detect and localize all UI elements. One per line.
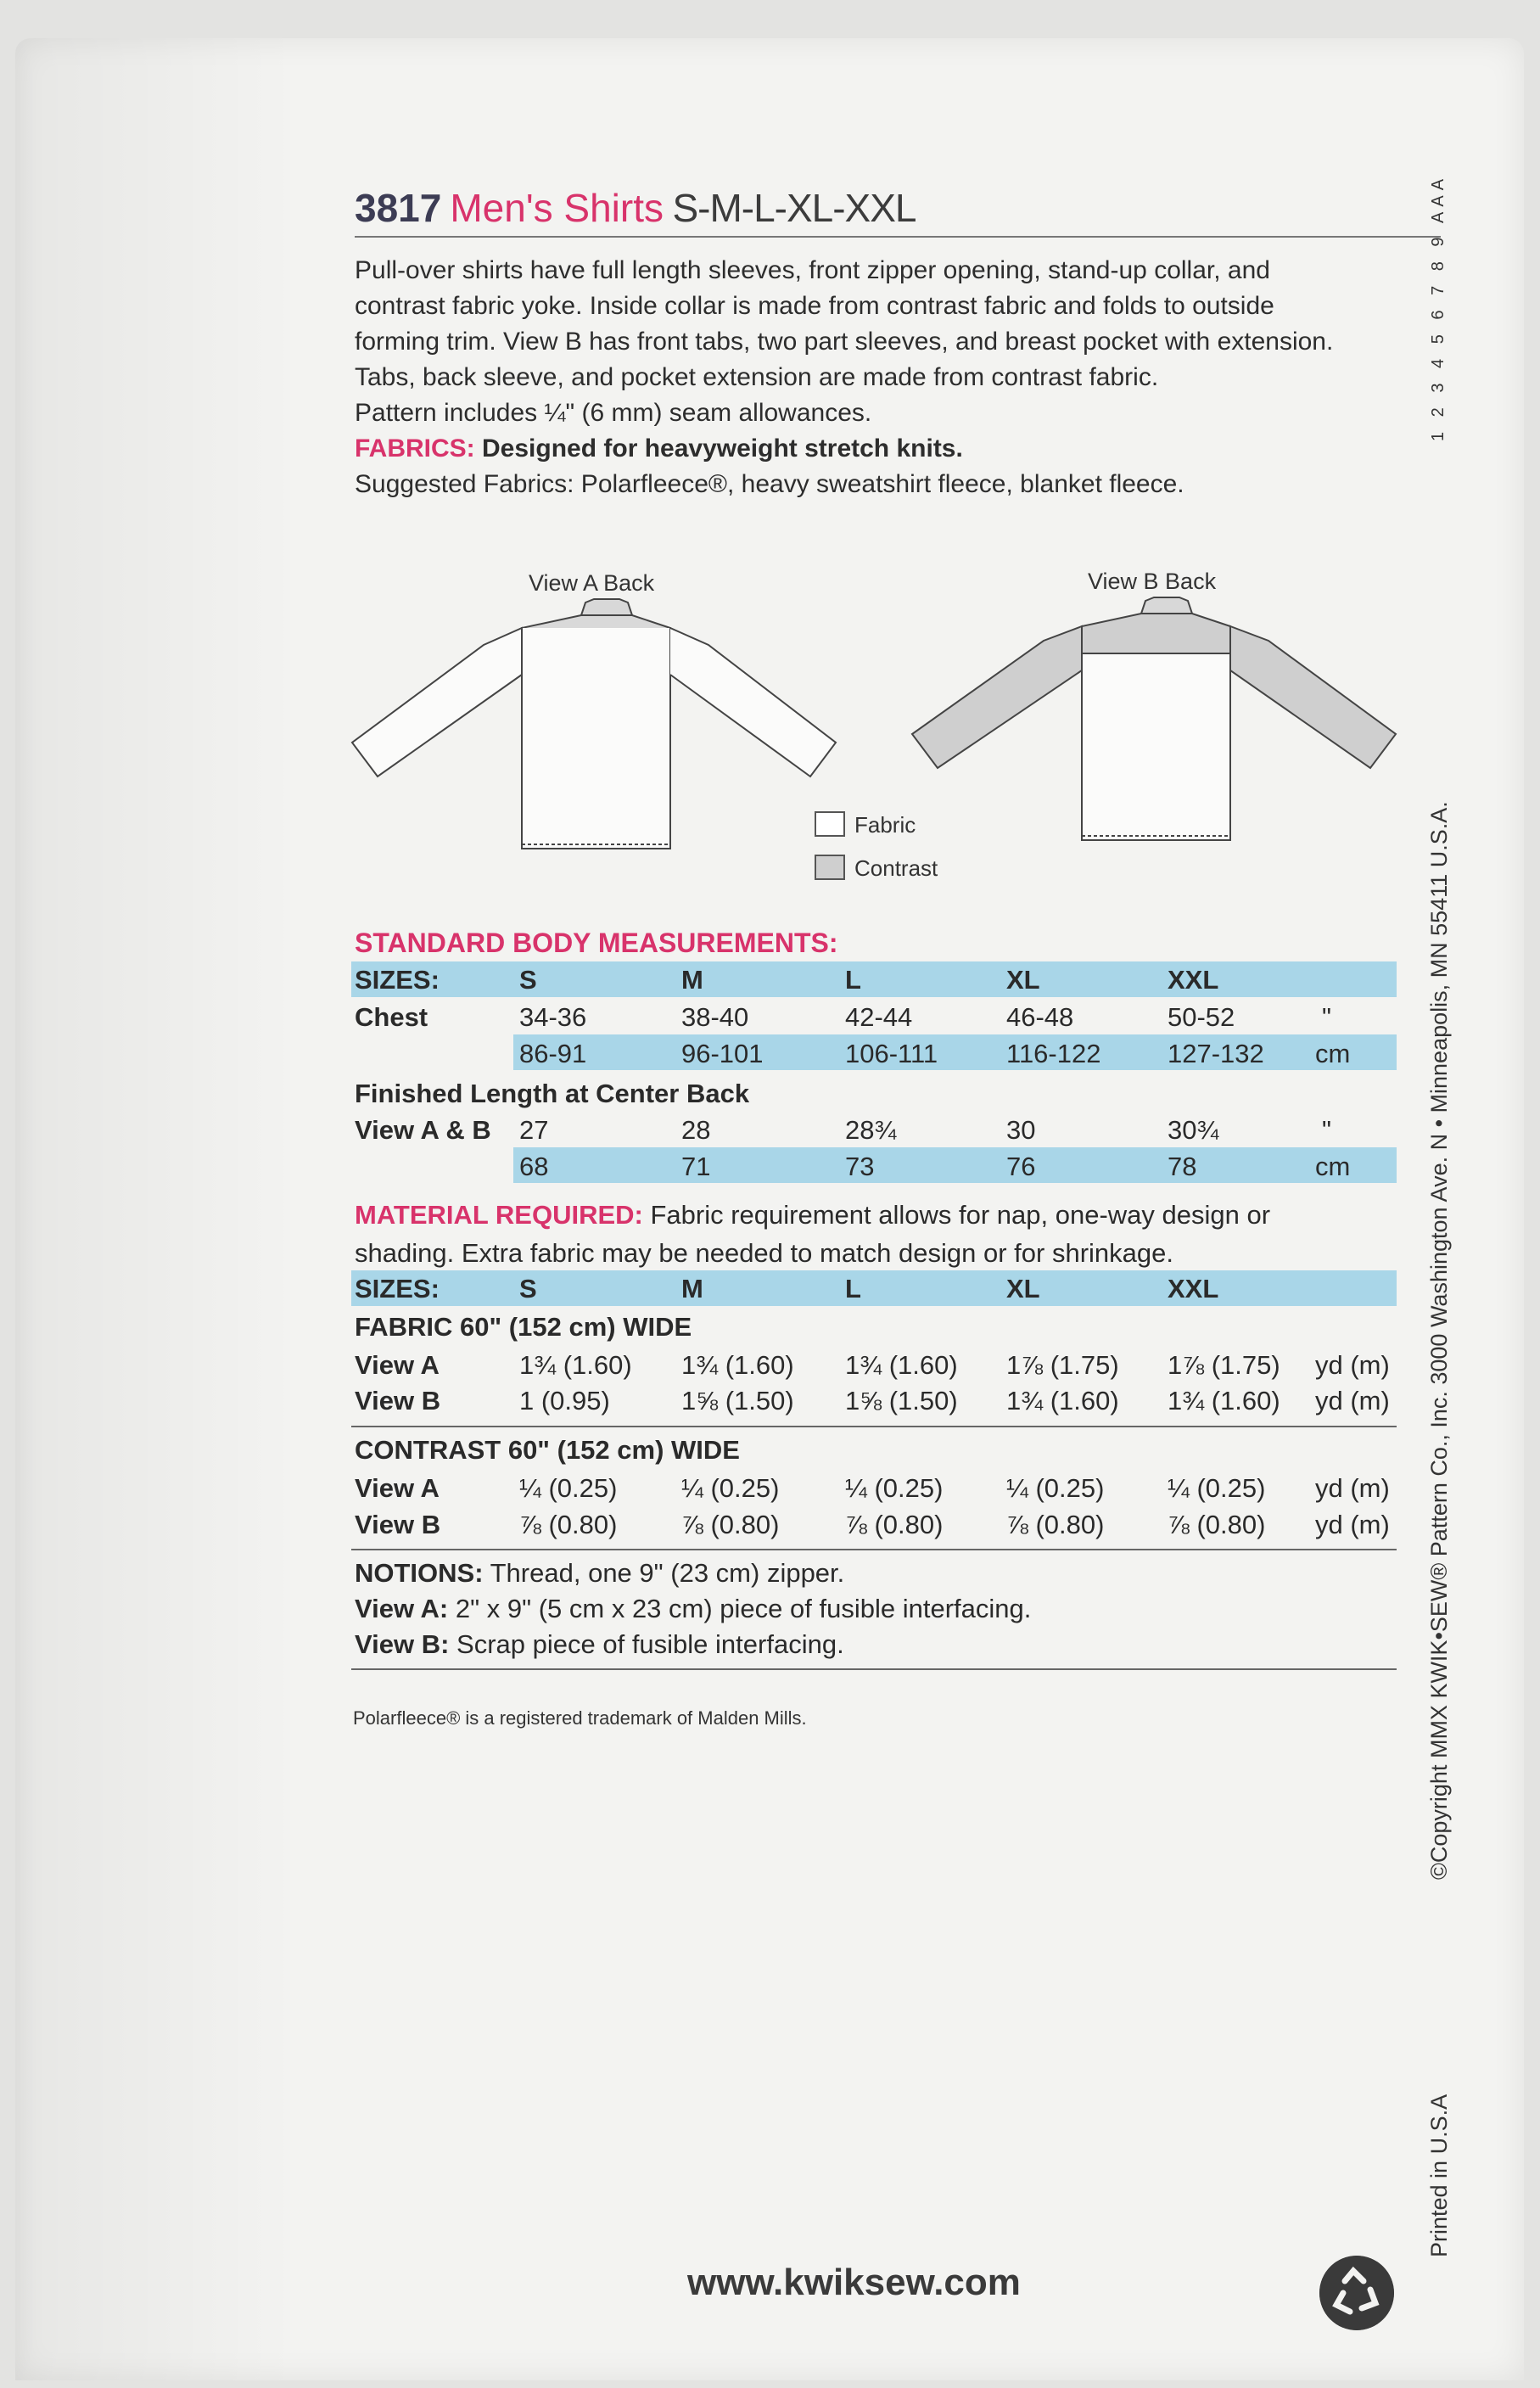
unit-inches: " bbox=[1322, 1115, 1332, 1145]
length-in: 28 bbox=[681, 1115, 711, 1145]
sizes-label: SIZES: bbox=[355, 965, 440, 995]
contrast-a: ¼ (0.25) bbox=[845, 1473, 944, 1503]
printed-in-usa: Printed in U.S.A bbox=[1426, 2094, 1452, 2257]
divider bbox=[351, 1668, 1397, 1670]
size-header: M bbox=[681, 965, 703, 995]
contrast-a: ¼ (0.25) bbox=[681, 1473, 780, 1503]
contrast-b: ⅞ (0.80) bbox=[845, 1510, 944, 1539]
view-a-label: View A bbox=[355, 1473, 440, 1503]
unit-yd: yd (m) bbox=[1315, 1350, 1390, 1380]
unit-inches: " bbox=[1322, 1002, 1332, 1032]
chest-cm-band bbox=[513, 1034, 1397, 1070]
material-sizes-band bbox=[351, 1270, 1397, 1306]
notions-line bbox=[355, 1558, 844, 1589]
length-cm: 68 bbox=[519, 1152, 549, 1181]
notions-view-a bbox=[355, 1594, 1031, 1624]
contrast-a: ¼ (0.25) bbox=[1168, 1473, 1266, 1503]
view-b-label: View B Back bbox=[1088, 569, 1217, 594]
unit-yd: yd (m) bbox=[1315, 1510, 1390, 1539]
fabric-b: 1⅝ (1.50) bbox=[845, 1386, 958, 1415]
view-b-label: View B bbox=[355, 1386, 441, 1415]
size-header: L bbox=[845, 1274, 861, 1303]
chest-in: 46-48 bbox=[1006, 1002, 1074, 1032]
size-header: L bbox=[845, 965, 861, 995]
notions-view-a-text: 2" x 9" (5 cm x 23 cm) piece of fusible interfacing. bbox=[455, 1594, 1032, 1623]
legend-contrast-label: Contrast bbox=[854, 855, 938, 881]
measurements-title: STANDARD BODY MEASUREMENTS: bbox=[355, 928, 838, 958]
material-title: MATERIAL REQUIRED: bbox=[355, 1200, 643, 1230]
contrast-title: CONTRAST 60" (152 cm) WIDE bbox=[355, 1435, 740, 1465]
view-a-illustration bbox=[339, 594, 848, 866]
chest-cm: 96-101 bbox=[681, 1039, 764, 1068]
divider bbox=[351, 1426, 1397, 1427]
unit-yd: yd (m) bbox=[1315, 1386, 1390, 1415]
material-intro bbox=[355, 1200, 1270, 1230]
pattern-description bbox=[355, 253, 1407, 502]
envelope-flap bbox=[15, 38, 295, 2380]
contrast-b: ⅞ (0.80) bbox=[1006, 1510, 1105, 1539]
length-cm: 71 bbox=[681, 1152, 711, 1181]
material-text1: Fabric requirement allows for nap, one-way design or bbox=[650, 1200, 1271, 1230]
sizes-label: SIZES: bbox=[355, 1274, 440, 1303]
unit-cm: cm bbox=[1315, 1039, 1351, 1068]
fabric-b: 1⅝ (1.50) bbox=[681, 1386, 794, 1415]
divider bbox=[351, 1549, 1397, 1550]
fabrics-label: FABRICS: bbox=[355, 434, 475, 462]
fabric-a: 1¾ (1.60) bbox=[845, 1350, 958, 1380]
view-a-label: View A bbox=[355, 1350, 440, 1380]
notions-view-b-label: View B: bbox=[355, 1629, 450, 1659]
legend-fabric-swatch bbox=[815, 811, 845, 837]
chest-cm: 106-111 bbox=[845, 1039, 938, 1068]
chest-cm: 127-132 bbox=[1168, 1039, 1264, 1068]
trademark-note: Polarfleece® is a registered trademark of Malden Mills. bbox=[353, 1707, 807, 1729]
pattern-title bbox=[355, 185, 1441, 238]
chest-in: 42-44 bbox=[845, 1002, 913, 1032]
fabric-a: 1⅞ (1.75) bbox=[1006, 1350, 1119, 1380]
pattern-number: 3817 bbox=[355, 186, 442, 230]
recycle-icon bbox=[1319, 2256, 1394, 2330]
suggested-fabrics: Suggested Fabrics: Polarfleece®, heavy sweatshirt fleece, blanket fleece. bbox=[355, 470, 1184, 498]
size-header: S bbox=[519, 1274, 537, 1303]
contrast-a: ¼ (0.25) bbox=[1006, 1473, 1105, 1503]
length-cm-band bbox=[513, 1147, 1397, 1183]
printer-code: 1 2 3 4 5 6 7 8 9 AAA bbox=[1429, 173, 1448, 441]
contrast-a: ¼ (0.25) bbox=[519, 1473, 618, 1503]
chest-cm: 116-122 bbox=[1006, 1039, 1101, 1068]
description-line: contrast fabric yoke. Inside collar is made from contrast fabric and folds to outside bbox=[355, 292, 1274, 320]
notions-view-b bbox=[355, 1629, 844, 1660]
size-header: XL bbox=[1006, 965, 1040, 995]
contrast-b: ⅞ (0.80) bbox=[519, 1510, 618, 1539]
fabric-a: 1¾ (1.60) bbox=[519, 1350, 632, 1380]
notions-view-a-label: View A: bbox=[355, 1594, 449, 1623]
unit-cm: cm bbox=[1315, 1152, 1351, 1181]
fabric-b: 1 (0.95) bbox=[519, 1386, 610, 1415]
material-text2: shading. Extra fabric may be needed to match design or for shrinkage. bbox=[355, 1238, 1173, 1268]
length-cm: 76 bbox=[1006, 1152, 1036, 1181]
fabrics-line bbox=[355, 431, 1407, 467]
size-header: XL bbox=[1006, 1274, 1040, 1303]
length-cm: 78 bbox=[1168, 1152, 1197, 1181]
size-header: S bbox=[519, 965, 537, 995]
length-cm: 73 bbox=[845, 1152, 875, 1181]
chest-in: 34-36 bbox=[519, 1002, 587, 1032]
view-b-label: View B bbox=[355, 1510, 441, 1539]
size-header: XXL bbox=[1168, 1274, 1219, 1303]
view-a-label: View A Back bbox=[529, 570, 655, 596]
description-line: forming trim. View B has front tabs, two part sleeves, and breast pocket with extension. bbox=[355, 328, 1334, 356]
sizes-band bbox=[351, 961, 1397, 997]
pattern-sizes: S-M-L-XL-XXL bbox=[672, 186, 916, 230]
view-b-illustration bbox=[899, 594, 1408, 857]
chest-label: Chest bbox=[355, 1002, 428, 1032]
length-in: 30 bbox=[1006, 1115, 1036, 1145]
pattern-name: Men's Shirts bbox=[450, 186, 664, 230]
chest-in: 38-40 bbox=[681, 1002, 749, 1032]
contrast-b: ⅞ (0.80) bbox=[1168, 1510, 1266, 1539]
unit-yd: yd (m) bbox=[1315, 1473, 1390, 1503]
chest-in: 50-52 bbox=[1168, 1002, 1235, 1032]
fabric-a: 1¾ (1.60) bbox=[681, 1350, 794, 1380]
fabric-b: 1¾ (1.60) bbox=[1006, 1386, 1119, 1415]
description-line: Pull-over shirts have full length sleeves, front zipper opening, stand-up collar, and bbox=[355, 256, 1270, 284]
fabric-b: 1¾ (1.60) bbox=[1168, 1386, 1280, 1415]
size-header: M bbox=[681, 1274, 703, 1303]
length-in: 28¾ bbox=[845, 1115, 897, 1145]
description-line: Pattern includes ¼" (6 mm) seam allowances. bbox=[355, 399, 872, 427]
copyright-text: ©Copyright MMX KWIK•SEW® Pattern Co., Inc. 3000 Washington Ave. N • Minneapolis, MN 55411 U.S.A. bbox=[1426, 801, 1452, 1880]
contrast-b: ⅞ (0.80) bbox=[681, 1510, 780, 1539]
notions-label: NOTIONS: bbox=[355, 1558, 484, 1588]
legend-fabric-label: Fabric bbox=[854, 812, 916, 838]
chest-cm: 86-91 bbox=[519, 1039, 587, 1068]
length-in: 30¾ bbox=[1168, 1115, 1219, 1145]
description-line: Tabs, back sleeve, and pocket extension are made from contrast fabric. bbox=[355, 363, 1159, 391]
length-label: Finished Length at Center Back bbox=[355, 1079, 750, 1108]
notions-text: Thread, one 9" (23 cm) zipper. bbox=[490, 1558, 845, 1588]
legend-contrast-swatch bbox=[815, 855, 845, 880]
fabric-title: FABRIC 60" (152 cm) WIDE bbox=[355, 1312, 692, 1342]
notions-view-b-text: Scrap piece of fusible interfacing. bbox=[456, 1629, 844, 1659]
size-header: XXL bbox=[1168, 965, 1219, 995]
fabrics-text: Designed for heavyweight stretch knits. bbox=[482, 434, 963, 462]
view-ab-label: View A & B bbox=[355, 1115, 491, 1145]
length-in: 27 bbox=[519, 1115, 549, 1145]
website-url: www.kwiksew.com bbox=[687, 2262, 1021, 2303]
fabric-a: 1⅞ (1.75) bbox=[1168, 1350, 1280, 1380]
